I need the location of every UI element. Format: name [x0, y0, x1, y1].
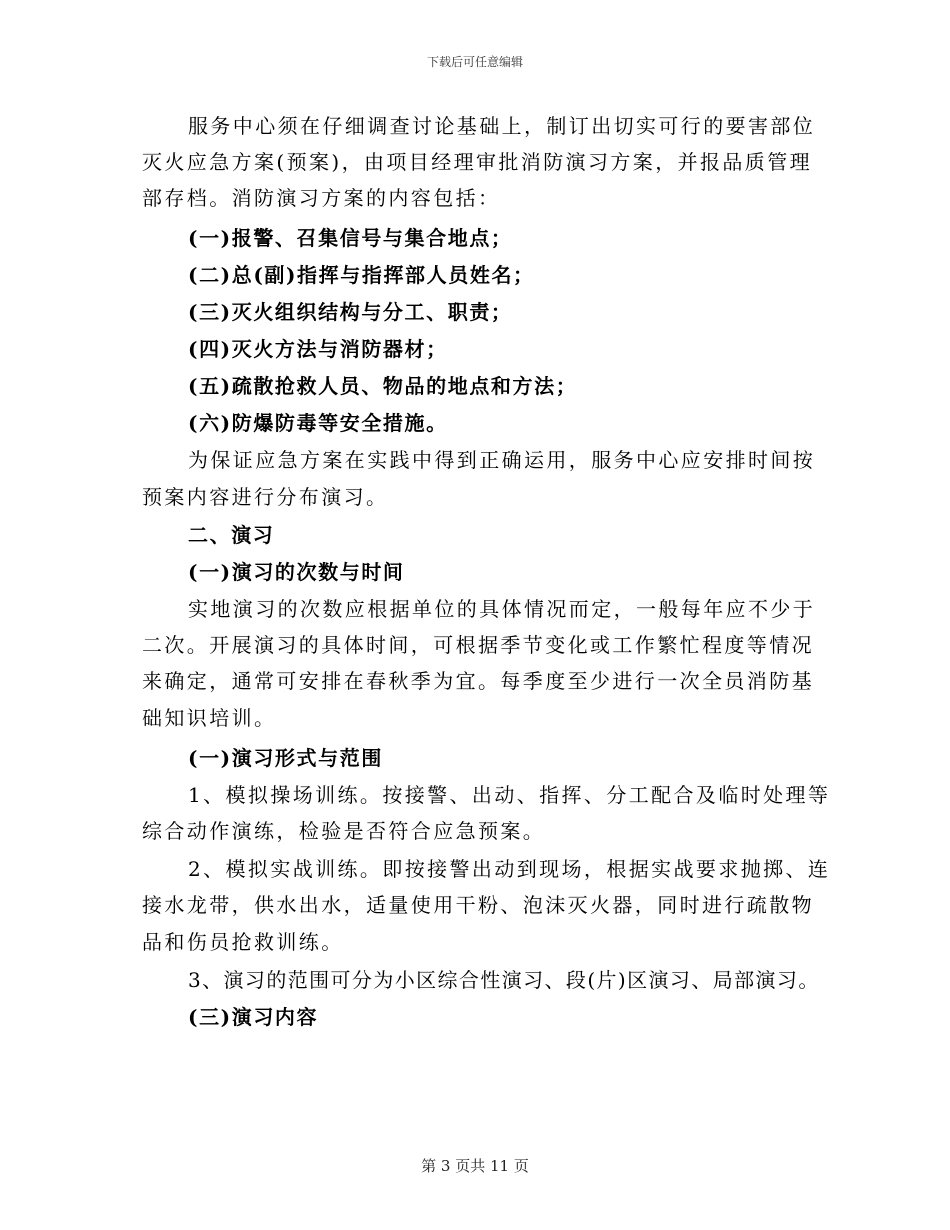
page-number: 第 3 页共 11 页 [421, 1157, 529, 1175]
paragraph-line: 服务中心须在仔细调查讨论基础上，制订出切实可行的要害部位 [188, 114, 816, 138]
list-item: (三)灭火组织结构与分工、职责； [188, 300, 513, 324]
paragraph-line: 部存档。消防演习方案的内容包括： [142, 186, 501, 210]
list-item: (一)报警、召集信号与集合地点； [188, 226, 513, 250]
paragraph-line: 预案内容进行分布演习。 [142, 485, 389, 509]
paragraph-line: 二次。开展演习的具体时间，可根据季节变化或工作繁忙程度等情况 [142, 633, 814, 657]
subsection-heading: (一)演习的次数与时间 [188, 560, 405, 584]
subsection-heading: (三)演习内容 [188, 1005, 319, 1029]
paragraph-line: 础知识培训。 [142, 706, 277, 730]
page-header: 下载后可任意编辑 [426, 55, 523, 69]
paragraph-line: 2、模拟实战训练。即按接警出动到现场，根据实战要求抛掷、连 [188, 857, 831, 881]
paragraph-line: 综合动作演练，检验是否符合应急预案。 [142, 819, 546, 843]
paragraph-line: 品和伤员抢救训练。 [142, 930, 344, 954]
paragraph-line: 为保证应急方案在实践中得到正确运用，服务中心应安排时间按 [188, 448, 816, 472]
paragraph-line: 实地演习的次数应根据单位的具体情况而定，一般每年应不少于 [188, 597, 816, 621]
list-item: (六)防爆防毒等安全措施。 [188, 411, 448, 435]
subsection-heading: (一)演习形式与范围 [188, 746, 383, 770]
paragraph-line: 1、模拟操场训练。按接警、出动、指挥、分工配合及临时处理等 [188, 783, 831, 807]
list-item: (五)疏散抢救人员、物品的地点和方法； [188, 374, 578, 398]
paragraph-line: 3、演习的范围可分为小区综合性演习、段(片)区演习、局部演习。 [188, 968, 820, 992]
paragraph-line: 接水龙带，供水出水，适量使用干粉、泡沫灭火器，同时进行疏散物 [142, 893, 814, 917]
list-item: (二)总(副)指挥与指挥部人员姓名； [188, 263, 535, 287]
list-item: (四)灭火方法与消防器材； [188, 337, 448, 361]
paragraph-line: 灭火应急方案(预案)，由项目经理审批消防演习方案，并报品质管理 [142, 150, 813, 174]
paragraph-line: 来确定，通常可安排在春秋季为宜。每季度至少进行一次全员消防基 [142, 669, 814, 693]
section-heading: 二、演习 [188, 523, 275, 547]
